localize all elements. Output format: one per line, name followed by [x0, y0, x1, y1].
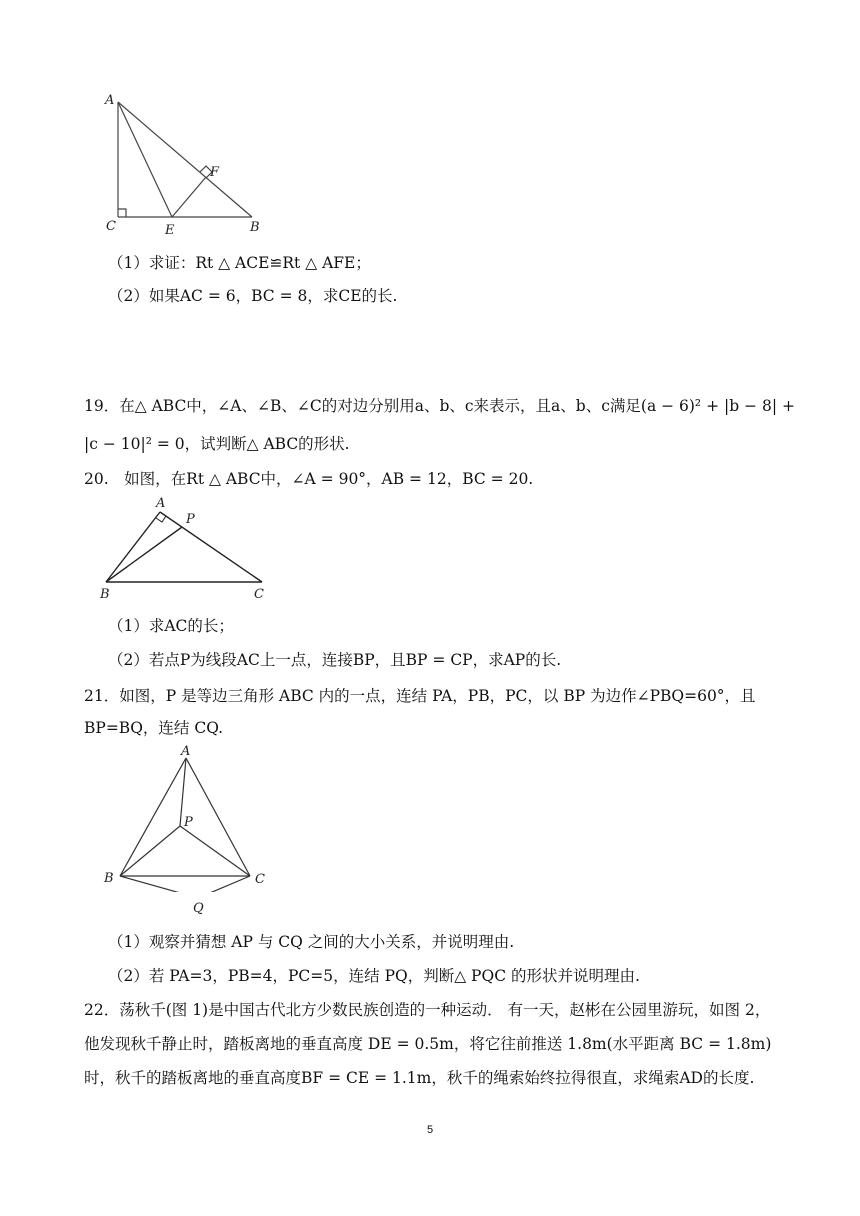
q20-stem: 20. 如图，在Rt △ ABC中，∠A = 90°，AB = 12，BC = 20.: [84, 470, 534, 488]
q18-part2: （2）如果AC = 6，BC = 8，求CE的长.: [108, 287, 398, 305]
q20-part1: （1）求AC的长；: [108, 617, 234, 635]
q21-part2: （2）若 PA=3，PB=4，PC=5，连结 PQ，判断△ PQC 的形状并说明理由.: [108, 967, 640, 985]
figure-q20: [96, 494, 276, 604]
label-a: A: [156, 496, 166, 511]
q18-part1: （1）求证：Rt △ ACE≌Rt △ AFE；: [108, 254, 371, 272]
q22-line3: 时，秋千的踏板离地的垂直高度BF = CE = 1.1m，秋千的绳索始终拉得很直，求绳索AD的长度.: [84, 1069, 755, 1087]
segment-cq: [198, 876, 250, 892]
segment-bq: [120, 876, 198, 892]
label-b: B: [100, 587, 110, 602]
q21-line1: 21．如图，P 是等边三角形 ABC 内的一点，连结 PA，PB，PC，以 BP 为边作∠PBQ=60°，且: [84, 687, 756, 705]
figure-q21-q-label: [190, 898, 210, 918]
segment-pb: [120, 826, 180, 876]
segment-ef: [172, 177, 206, 217]
segment-ab: [106, 512, 160, 582]
segment-pc: [180, 826, 250, 876]
page-number: 5: [426, 1124, 434, 1136]
label-f: F: [210, 165, 220, 180]
segment-bp: [106, 527, 182, 582]
label-p: P: [184, 815, 193, 830]
q21-line2: BP=BQ，连结 CQ.: [84, 719, 224, 737]
segment-ab: [120, 758, 186, 876]
segment-ac: [186, 758, 250, 876]
label-a: A: [105, 93, 115, 108]
label-c: C: [254, 587, 264, 602]
figure-q18: [100, 92, 275, 237]
label-e: E: [165, 223, 175, 237]
right-angle-mark-a: [156, 516, 166, 522]
label-c: C: [255, 872, 265, 887]
label-b: B: [250, 220, 260, 235]
label-c: C: [106, 219, 116, 234]
q22-line1: 22．荡秋千(图 1)是中国古代北方少数民族创造的一种运动． 有一天，赵彬在公园里游玩，如图 2，: [84, 1001, 771, 1019]
q20-part2: （2）若点P为线段AC上一点，连接BP，且BP = CP，求AP的长.: [108, 651, 562, 669]
q22-line2: 他发现秋千静止时，踏板离地的垂直高度 DE = 0.5m，将它往前推送 1.8m(水平距离 BC = 1.8m): [84, 1035, 772, 1053]
segment-ae: [118, 102, 172, 217]
figure-q21: [98, 742, 273, 892]
q19-line2: |c − 10|² = 0，试判断△ ABC的形状.: [84, 435, 350, 453]
q21-part1: （1）观察并猜想 AP 与 CQ 之间的大小关系，并说明理由.: [108, 933, 515, 951]
segment-ab: [118, 102, 252, 217]
segment-ac: [160, 512, 262, 582]
q19-line1: 19．在△ ABC中，∠A、∠B、∠C的对边分别用a、b、c来表示，且a、b、c满足(a − 6)² + |b − 8| +: [84, 397, 795, 415]
label-b: B: [104, 871, 114, 886]
label-p: P: [186, 512, 195, 527]
label-a: A: [181, 744, 191, 759]
right-angle-mark-c: [118, 209, 126, 217]
label-q: Q: [193, 901, 204, 916]
